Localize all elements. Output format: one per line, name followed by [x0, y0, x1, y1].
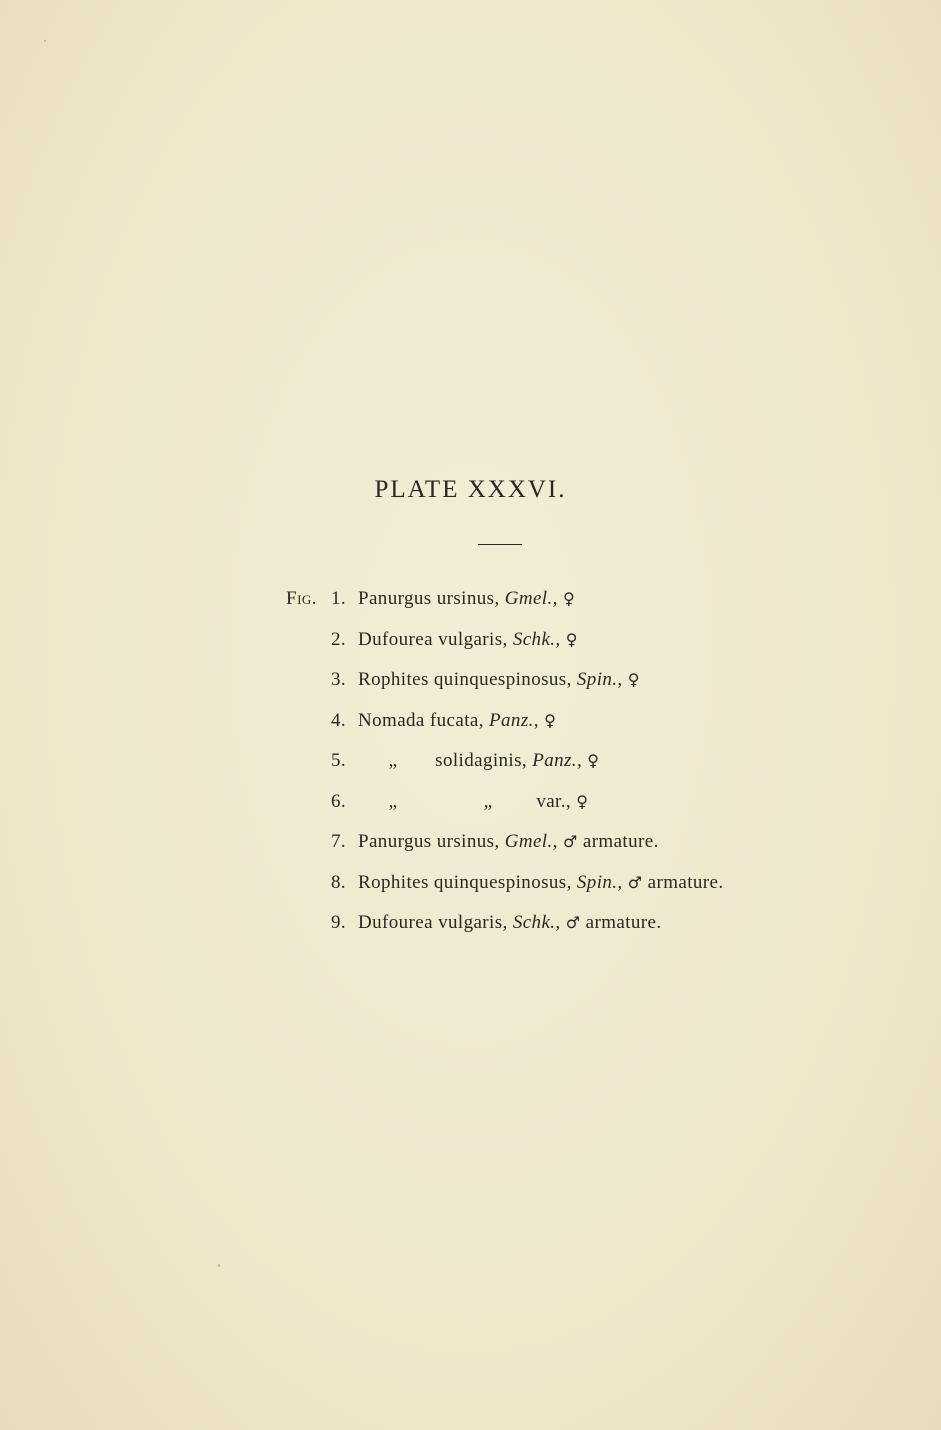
- paper-speck: [44, 40, 46, 42]
- species-name: Rophites quinquespinosus,: [358, 871, 572, 893]
- figure-number: 4.: [330, 709, 346, 731]
- legend-row-2: [318, 629, 918, 670]
- species-author: Schk.,: [512, 912, 561, 933]
- species-author: Gmel.,: [504, 588, 558, 609]
- species-name: Nomada fucata,: [358, 709, 484, 731]
- species-author: Schk.,: [512, 628, 561, 650]
- female-symbol: ♀: [562, 589, 576, 608]
- armature-label: armature.: [647, 871, 724, 893]
- figure-number: 7.: [330, 831, 346, 852]
- armature-label: armature.: [585, 912, 662, 933]
- figure-number: 2.: [330, 628, 346, 650]
- ditto-mark: „: [388, 790, 398, 812]
- legend-row-5: [318, 750, 918, 791]
- legend-row-8: [318, 872, 918, 913]
- species-name: Rophites quinquespinosus,: [358, 669, 572, 690]
- ditto-mark: „: [388, 750, 398, 771]
- species-author: Gmel.,: [504, 831, 558, 852]
- male-symbol: ♂: [627, 872, 643, 892]
- female-symbol: ♀: [627, 670, 640, 689]
- legend-row-1: [318, 588, 918, 629]
- legend-row-6: [318, 791, 918, 832]
- figure-number: 5.: [330, 750, 346, 771]
- female-symbol: ♀: [565, 629, 578, 649]
- paper-speck: [218, 1264, 220, 1267]
- legend-row-9: [318, 912, 918, 953]
- species-name: Panurgus ursinus,: [358, 588, 500, 609]
- species-name: Dufourea vulgaris,: [358, 912, 508, 933]
- legend-row-4: [318, 710, 918, 751]
- species-author: Panz.,: [532, 750, 583, 771]
- fig-label: Fig.: [286, 588, 318, 609]
- plate-title: PLATE XXXVI.: [374, 476, 567, 503]
- ditto-mark: „: [483, 790, 493, 812]
- title-rule: [478, 544, 522, 545]
- species-author: Panz.,: [489, 709, 539, 731]
- figure-number: 8.: [330, 871, 346, 893]
- species-author: Spin.,: [576, 669, 623, 690]
- male-symbol: ♂: [565, 913, 581, 932]
- female-symbol: ♀: [576, 791, 589, 811]
- legend-row-7: [318, 831, 918, 872]
- female-symbol: ♀: [544, 710, 557, 730]
- figure-number: 1.: [330, 588, 346, 609]
- legend-row-3: [318, 669, 918, 710]
- species-name: Panurgus ursinus,: [358, 831, 500, 852]
- figure-number: 9.: [330, 912, 346, 933]
- figure-number: 3.: [330, 669, 346, 690]
- species-name: solidaginis,: [435, 750, 528, 771]
- female-symbol: ♀: [587, 751, 600, 770]
- species-name: var.,: [536, 790, 572, 812]
- armature-label: armature.: [582, 831, 659, 852]
- figure-legend: [318, 588, 918, 953]
- figure-number: 6.: [330, 790, 346, 812]
- species-author: Spin.,: [576, 871, 623, 893]
- male-symbol: ♂: [562, 832, 578, 851]
- species-name: Dufourea vulgaris,: [358, 628, 508, 650]
